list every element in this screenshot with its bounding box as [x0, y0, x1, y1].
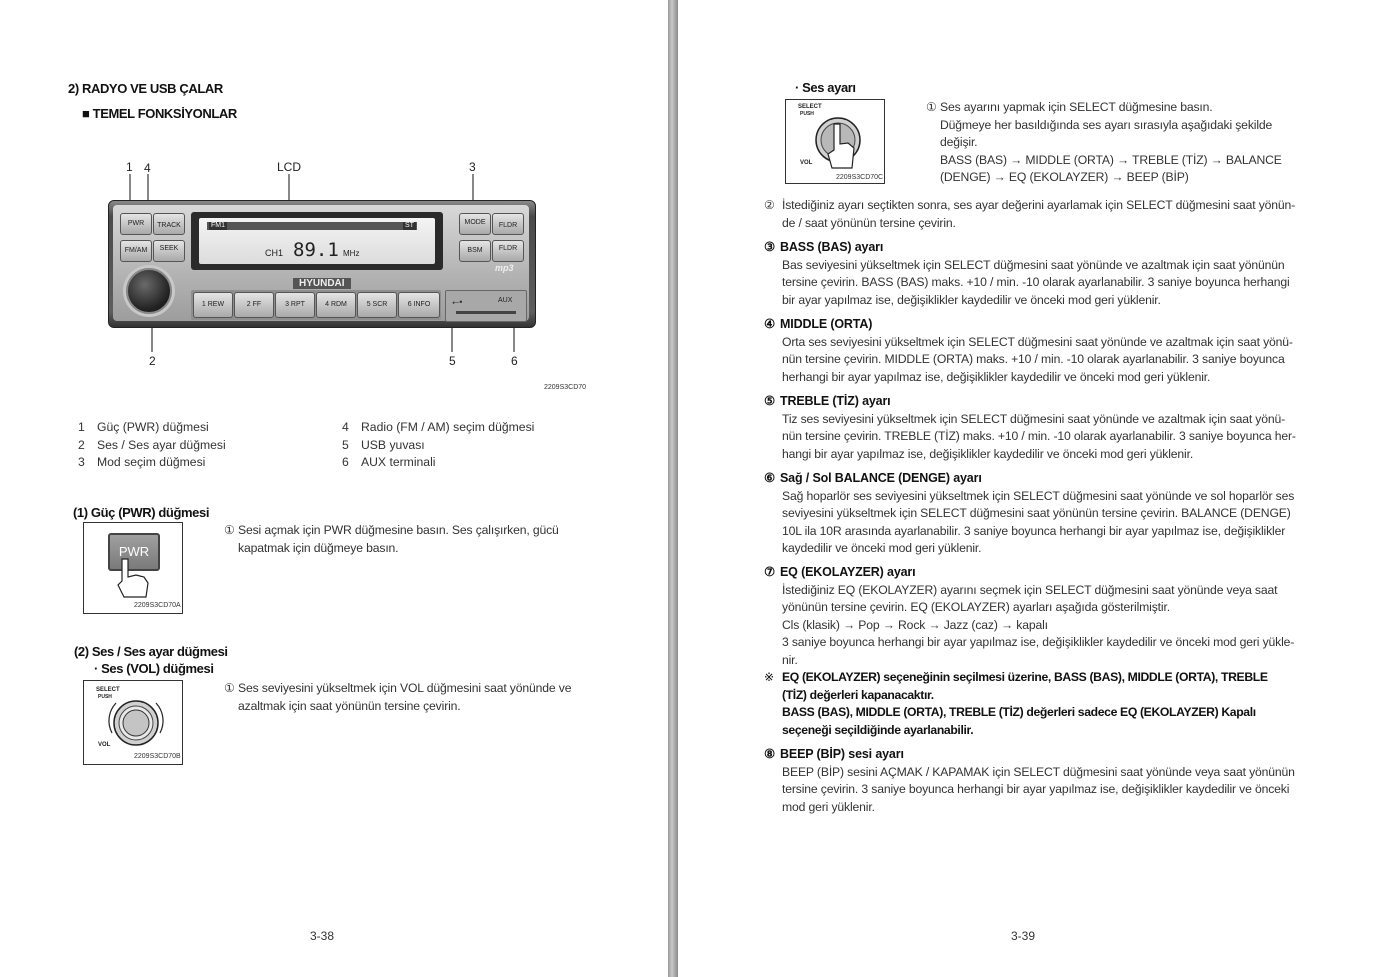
- vol-marker: ①: [224, 681, 235, 695]
- bass-marker: ③: [764, 240, 776, 254]
- balance-title: Sağ / Sol BALANCE (DENGE) ayarı: [780, 471, 982, 485]
- legend-item-1: 1 Güç (PWR) düğmesi: [78, 420, 209, 434]
- seek-button: SEEK: [153, 240, 185, 262]
- page-number-left: 3-38: [310, 929, 335, 943]
- lcd-screen: [199, 218, 435, 264]
- note-line-2: (TİZ) değerleri kapanacaktır.: [782, 687, 934, 702]
- callout-6: 6: [511, 354, 518, 368]
- mp3-logo: mp3: [495, 263, 514, 273]
- volume-knob: [126, 268, 172, 314]
- hyundai-logo: HYUNDAI: [293, 278, 351, 289]
- treble-line-2: nün tersine çevirin. TREBLE (TİZ) maks. +10 / min. -10 olarak ayarlanabilir. 3 saniye boyunca her-: [782, 429, 1296, 444]
- usb-icon: ⭠•: [452, 297, 463, 307]
- lcd-band: FM1: [211, 222, 225, 229]
- page-gutter: [668, 0, 678, 977]
- eq-line-5: nir.: [782, 652, 798, 667]
- middle-line-1: Orta ses seviyesini yükseltmek için SELECT düğmesini saat yönünde ve azaltmak için saat yönü-: [782, 334, 1293, 349]
- vol-description: [224, 680, 590, 715]
- lcd-stereo: ST: [405, 222, 414, 229]
- middle-marker: ④: [764, 317, 776, 331]
- lcd-unit: MHz: [343, 249, 360, 258]
- preset-row: [191, 290, 441, 320]
- vol-figure: [83, 680, 183, 765]
- treble-marker: ⑤: [764, 394, 776, 408]
- note-marker: ※: [764, 670, 774, 684]
- right-page: [678, 0, 1389, 977]
- balance-line-1: Sağ hoparlör ses seviyesini yükseltmek için SELECT düğmesini saat yönünde ve sol hoparlör ses: [782, 488, 1295, 503]
- item2-line-2: de / saat yönünün tersine çevirin.: [782, 215, 956, 230]
- item2-line-1: İstediğiniz ayarı seçtikten sonra, ses ayar değerini ayarlamak için SELECT düğmesini saat yönün-: [782, 198, 1296, 212]
- pwr-line-1: Sesi açmak için PWR düğmesine basın. Ses çalışırken, gücü: [238, 523, 559, 537]
- middle-section: [764, 316, 1292, 386]
- usb-slot: [456, 311, 516, 314]
- item1-marker: ①: [926, 100, 937, 114]
- item1-line-3: değişir.: [940, 135, 978, 150]
- legend-item-4: 4 Radio (FM / AM) seçim düğmesi: [342, 420, 535, 434]
- usb-aux-panel: [445, 290, 527, 322]
- page-number-right: 3-39: [1011, 929, 1036, 943]
- select-knob-figure: [785, 99, 885, 184]
- vol-select-label: SELECT: [96, 687, 120, 693]
- legend-item-6: 6 AUX terminali: [342, 455, 436, 469]
- fldr-down-button: FLDR: [492, 240, 524, 262]
- bass-title: BASS (BAS) ayarı: [780, 240, 884, 254]
- beep-line-1: BEEP (BİP) sesini AÇMAK / KAPAMAK için SELECT düğmesini saat yönünde veya saat yönünün: [782, 764, 1295, 779]
- bass-section: [764, 239, 1292, 309]
- preset-button-6: 6 INFO: [398, 292, 440, 318]
- legend-item-3: 3 Mod seçim düğmesi: [78, 455, 206, 469]
- vol-vol-label: VOL: [98, 742, 111, 748]
- left-page: [0, 0, 668, 977]
- vol-knob-icon: [106, 693, 166, 753]
- bsm-button: BSM: [459, 240, 491, 262]
- fm-am-button: FM/AM: [120, 240, 152, 262]
- pwr-figure-code: 2209S3CD70A: [134, 602, 181, 609]
- preset-button-2: 2 FF: [234, 292, 274, 318]
- callout-lcd: LCD: [277, 160, 302, 174]
- eq-line-2: yönünün tersine çevirin. EQ (EKOLAYZER) ayarları aşağıda gösterilmiştir.: [782, 600, 1170, 615]
- lcd-status-bar: [207, 222, 417, 230]
- item1-line-1: Ses ayarını yapmak için SELECT düğmesine basın.: [940, 100, 1213, 114]
- vol-label: VOL: [800, 160, 813, 166]
- treble-section: [764, 393, 1296, 463]
- pwr-button-illustration: PWR: [108, 533, 160, 571]
- eq-line-4: 3 saniye boyunca herhangi bir ayar yapılmaz ise, değişiklikler kaydedilir ve önceki mod geri yükle-: [782, 635, 1295, 650]
- middle-line-2: nün tersine çevirin. MIDDLE (ORTA) maks. +10 / min. -10 olarak ayarlanabilir. 3 saniye boyunca: [782, 352, 1285, 367]
- callout-2: 2: [149, 354, 156, 368]
- item1-line-5: (DENGE) → EQ (EKOLAYZER) → BEEP (BİP): [940, 170, 1189, 185]
- preset-button-3: 3 RPT: [275, 292, 315, 318]
- sound-item-2: [764, 197, 1296, 232]
- balance-line-3: 10L ila 10R arasında ayarlanabilir. 3 saniye boyunca herhangi bir ayar yapılmaz ise, değişiklikler: [782, 523, 1286, 538]
- figure-code: 2209S3CD70: [544, 384, 587, 391]
- callout-5: 5: [449, 354, 456, 368]
- lcd-frequency: 89.1: [293, 239, 339, 261]
- note-line-3: BASS (BAS), MIDDLE (ORTA), TREBLE (TİZ) değerleri sadece EQ (EKOLAYZER) Kapalı: [782, 705, 1256, 720]
- lcd-channel: CH1: [265, 248, 284, 258]
- balance-line-2: seviyesini yükseltmek için SELECT düğmesini saat yönünün tersine çevirin. BALANCE (DENGE): [782, 506, 1291, 521]
- pwr-section-title: (1) Güç (PWR) düğmesi: [73, 505, 210, 520]
- select-figure-code: 2209S3CD70C: [836, 174, 884, 181]
- balance-line-4: kaydedilir ve önceki mod geri yüklenir.: [782, 541, 982, 556]
- treble-title: TREBLE (TİZ) ayarı: [780, 394, 891, 408]
- pwr-description: [224, 522, 590, 557]
- fldr-up-button: FLDR: [492, 213, 524, 235]
- middle-line-3: herhangi bir ayar yapılmaz ise, değişiklikler kaydedilir ve önceki mod geri yüklenir.: [782, 369, 1211, 384]
- subsection-title: ■ TEMEL FONKSİYONLAR: [82, 106, 237, 121]
- treble-line-1: Tiz ses seviyesini yükseltmek için SELECT düğmesini saat yönünde ve azaltmak için saat yönü-: [782, 411, 1286, 426]
- callout-3: 3: [469, 160, 476, 174]
- middle-title: MIDDLE (ORTA): [780, 317, 873, 331]
- eq-line-1: İstediğiniz EQ (EKOLAYZER) ayarını seçmek için SELECT düğmesini saat yönünde veya saat: [782, 582, 1278, 597]
- legend-item-5: 5 USB yuvası: [342, 438, 425, 452]
- eq-line-3: Cls (klasik) → Pop → Rock → Jazz (caz) → kapalı: [782, 617, 1048, 632]
- vol-push-label: PUSH: [98, 694, 112, 700]
- pwr-figure: [83, 522, 183, 614]
- bass-line-1: Bas seviyesini yükseltmek için SELECT düğmesini saat yönünde ve azaltmak için saat yönünün: [782, 257, 1285, 272]
- balance-section: [764, 470, 1295, 558]
- pwr-marker: ①: [224, 523, 235, 537]
- vol-section-subtitle: · Ses (VOL) düğmesi: [94, 661, 214, 676]
- aux-label: AUX: [498, 297, 513, 304]
- beep-section: [764, 746, 1295, 816]
- beep-line-2: tersine çevirin. 3 saniye boyunca herhangi bir ayar yapılmaz ise, değişiklikler kaydedilir ve önceki: [782, 782, 1290, 797]
- preset-button-5: 5 SCR: [357, 292, 397, 318]
- treble-line-3: hangi bir ayar yapılmaz ise, değişiklikler kaydedilir ve önceki mod geri yüklenir.: [782, 446, 1194, 461]
- sound-item-1: [926, 99, 1291, 187]
- pwr-button: PWR: [120, 213, 152, 235]
- item1-line-4: BASS (BAS) → MIDDLE (ORTA) → TREBLE (TİZ) → BALANCE: [940, 152, 1282, 167]
- mode-button: MODE: [459, 213, 491, 235]
- vol-line-1: Ses seviyesini yükseltmek için VOL düğmesini saat yönünde ve: [238, 681, 572, 695]
- callout-4: 4: [144, 161, 151, 175]
- beep-line-3: mod geri yüklenir.: [782, 799, 875, 814]
- bass-line-3: bir ayar yapılmaz ise, değişiklikler kaydedilir ve önceki mod geri yüklenir.: [782, 292, 1161, 307]
- bass-line-2: tersine çevirin. BASS (BAS) maks. +10 / min. -10 olarak ayarlanabilir. 3 saniye boyunca herhangi: [782, 275, 1290, 290]
- pwr-line-2: kapatmak için düğmeye basın.: [238, 540, 399, 555]
- push-label: PUSH: [800, 111, 814, 117]
- select-label: SELECT: [798, 104, 822, 110]
- callout-1: 1: [126, 160, 133, 174]
- item2-marker: ②: [764, 198, 775, 212]
- finger-press-icon: [114, 557, 154, 599]
- select-knob-icon: [808, 110, 868, 174]
- beep-marker: ⑧: [764, 747, 776, 761]
- note-line-1: EQ (EKOLAYZER) seçeneğinin seçilmesi üzerine, BASS (BAS), MIDDLE (ORTA), TREBLE: [782, 670, 1268, 684]
- item1-line-2: Düğmeye her basıldığında ses ayarı sırasıyla aşağıdaki şekilde: [940, 117, 1273, 132]
- vol-line-2: azaltmak için saat yönünün tersine çevirin.: [238, 698, 461, 713]
- eq-marker: ⑦: [764, 565, 776, 579]
- radio-unit-illustration: [108, 200, 536, 328]
- sound-setting-title: · Ses ayarı: [795, 80, 856, 95]
- section-title: 2) RADYO VE USB ÇALAR: [68, 81, 223, 96]
- note-line-4: seçeneği seçildiğinde ayarlanabilir.: [782, 722, 974, 737]
- preset-button-1: 1 REW: [193, 292, 233, 318]
- legend-item-2: 2 Ses / Ses ayar düğmesi: [78, 438, 226, 452]
- vol-figure-code: 2209S3CD70B: [134, 753, 181, 760]
- vol-section-title: (2) Ses / Ses ayar düğmesi: [74, 644, 228, 659]
- balance-marker: ⑥: [764, 471, 776, 485]
- eq-section: [764, 564, 1295, 670]
- preset-button-4: 4 RDM: [316, 292, 356, 318]
- track-button: TRACK: [153, 213, 185, 235]
- eq-note: [764, 669, 1292, 739]
- beep-title: BEEP (BİP) sesi ayarı: [780, 747, 904, 761]
- eq-title: EQ (EKOLAYZER) ayarı: [780, 565, 916, 579]
